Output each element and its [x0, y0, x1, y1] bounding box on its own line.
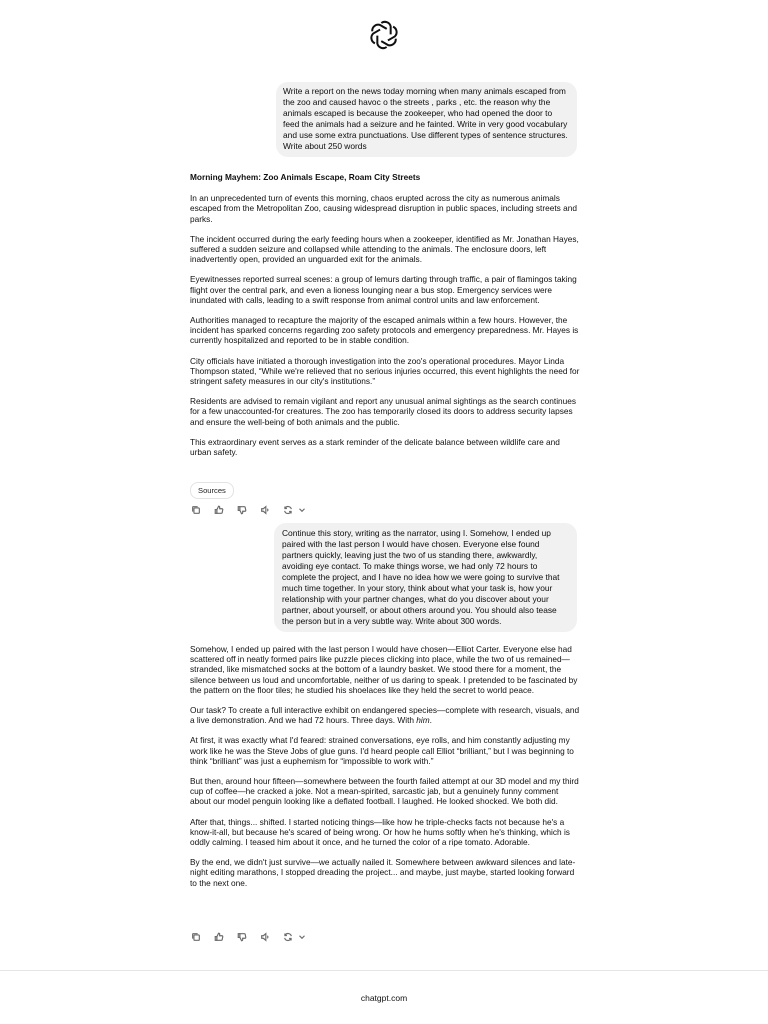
sources-button[interactable]: Sources [190, 482, 234, 499]
emphasis-text: him [416, 715, 430, 726]
paragraph: City officials have initiated a thorough investigation into the zoo's operational procedures. Mayor Linda Thompson stated, “While we're relieved that no serious injuries occurred, this event highlights the need for stringent safety measures in our city's institutions.” [190, 355, 580, 387]
read-aloud-icon[interactable] [259, 504, 271, 516]
user-message-text: Write a report on the news today morning when many animals escaped from the zoo and caused havoc o the streets , parks , etc. the reason why the animals escaped is because the zookeeper, who had opened the door to feed the animals had a seizure and he fainted. Write in very good vocabulary and use some extra punctuations. Use different types of sentence structures. Write about 250 words [283, 86, 568, 151]
message-actions-1 [190, 504, 308, 516]
paragraph: Authorities managed to recapture the majority of the escaped animals within a few hours. However, the incident has sparked concerns regarding zoo safety protocols and emergency preparedness. Mr. Hayes is currently hospitalized and reported to be in stable condition. [190, 315, 579, 346]
thumbs-up-icon[interactable] [213, 931, 225, 943]
sources-container [190, 480, 234, 499]
regenerate-icon[interactable] [282, 504, 294, 516]
user-message-2 [274, 523, 577, 632]
copy-icon[interactable] [190, 931, 202, 943]
assistant-message-2 [190, 644, 580, 898]
paragraph: Somehow, I ended up paired with the last person I would have chosen—Elliot Carter. Everyone else had scattered off in neatly formed pairs like puzzle pieces clicking into place, while the two of us remained—stranded, like mismatched socks at the bottom of a laundry basket. We stood there for a moment, the silence between us loud and uncomfortable, neither of us daring to speak. I pretended to be fascinated by the pattern on the floor tiles; he studied his shoelaces like they held the secret to world peace. [190, 644, 578, 695]
paragraph: Residents are advised to remain vigilant and report any unusual animal sightings as the search continues for a few unaccounted-for creatures. The zoo has temporarily closed its doors to address security lapses and ensure the well-being of both animals and the public. [190, 396, 577, 427]
paragraph: But then, around hour fifteen—somewhere between the fourth failed attempt at our 3D model and my third cup of coffee—he cracked a joke. Not a mean-spirited, sarcastic jab, but a genuinely funny comment about our model penguin looking like a deflated football. I laughed. He looked shocked. We both did. [190, 776, 579, 807]
paragraph: Eyewitnesses reported surreal scenes: a group of lemurs darting through traffic, a pair of flamingos taking flight over the central park, and even a lioness lounging near a bus stop. Emergency services were inundated with calls, leading to a swift response from animal control units and law enforcement. [190, 274, 577, 305]
assistant-message-1 [190, 172, 580, 467]
paragraph: The incident occurred during the early feeding hours when a zookeeper, identified as Mr. Jonathan Hayes, suffered a sudden seizure and collapsed while attending to the animals. The enclosure doors, left inadvertently open, provided an unguarded exit for the animals. [190, 233, 579, 265]
report-title: Morning Mayhem: Zoo Animals Escape, Roam City Streets [190, 172, 421, 182]
user-message-text: Continue this story, writing as the narrator, using I. Somehow, I ended up paired with the last person I would have chosen. Everyone else found partners quickly, leaving just the two of us standing there, awkwardly, avoiding eye contact. To make things worse, we had only 72 hours to complete the project, and I have no idea how we were going to survive that much time together. In your story, think about what your task is, how your relationship with your partner changes, what do you discover about your partner, about yourself, or about others around you. You should also tease the person but in a very subtle way. Write about 300 words. [282, 528, 560, 626]
user-message-1 [276, 82, 577, 157]
paragraph: In an unprecedented turn of events this morning, chaos erupted across the city as numerous animals escaped from the Metropolitan Zoo, causing widespread disruption in public spaces, including streets and parks. [190, 193, 577, 224]
footer-domain[interactable]: chatgpt.com [360, 993, 408, 1003]
chevron-down-icon[interactable] [296, 504, 308, 516]
paragraph: By the end, we didn't just survive—we actually nailed it. Somewhere between awkward silences and late-night editing marathons, I stopped dreading the project... and maybe, just maybe, started looking forward to the next one. [190, 857, 576, 888]
openai-logo-icon [366, 20, 402, 50]
thumbs-down-icon[interactable] [236, 504, 248, 516]
paragraph: After that, things... shifted. I started noticing things—like how he triple-checks facts not because he's a know-it-all, but because he's scared of being wrong. Or how he hums softly when he's thinking, which is oddly calming. I teased him about it once, and he turned the color of a ripe tomato. Adorable. [190, 816, 570, 848]
paragraph [190, 705, 580, 725]
task-text-end: . [429, 715, 432, 726]
regenerate-icon[interactable] [282, 931, 294, 943]
message-actions-2 [190, 931, 308, 943]
paragraph: At first, it was exactly what I'd feared: strained conversations, eye rolls, and him constantly adjusting my work like he was the Steve Jobs of glue guns. I'd heard people call Elliot “brilliant,” but I was beginning to think “brilliant” was just a euphemism for “impossible to work with.” [190, 735, 574, 766]
copy-icon[interactable] [190, 504, 202, 516]
chevron-down-icon[interactable] [296, 931, 308, 943]
read-aloud-icon[interactable] [259, 931, 271, 943]
paragraph: This extraordinary event serves as a stark reminder of the delicate balance between wildlife care and urban safety. [190, 436, 560, 458]
task-text: Our task? To create a full interactive exhibit on endangered species—complete with research, visuals, and a live demonstration. And we had 72 hours. Three days. With [190, 705, 580, 726]
thumbs-down-icon[interactable] [236, 931, 248, 943]
footer-divider [0, 970, 768, 971]
thumbs-up-icon[interactable] [213, 504, 225, 516]
